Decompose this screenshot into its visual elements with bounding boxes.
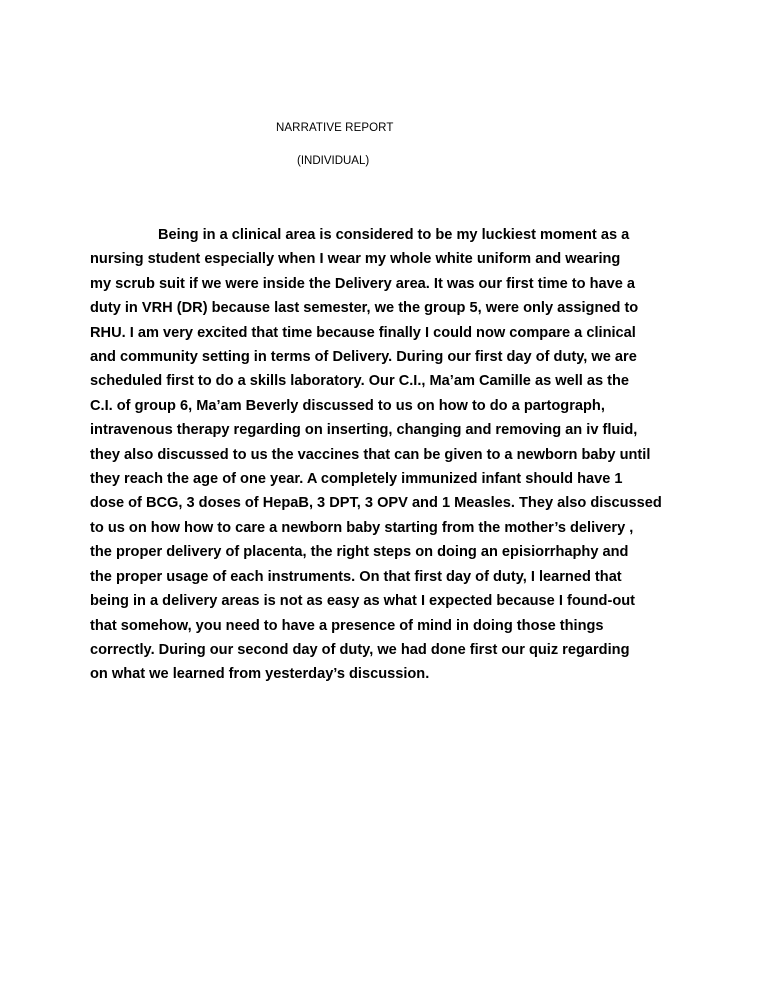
report-title: NARRATIVE REPORT	[276, 122, 394, 134]
paragraph-line: they also discussed to us the vaccines that can be given to a newborn baby until	[90, 446, 651, 463]
paragraph-line: the proper usage of each instruments. On that first day of duty, I learned that	[90, 568, 622, 585]
paragraph-line: C.I. of group 6, Ma’am Beverly discussed to us on how to do a partograph,	[90, 397, 605, 414]
paragraph-line: that somehow, you need to have a presence of mind in doing those things	[90, 617, 604, 634]
narrative-paragraph	[90, 223, 690, 687]
paragraph-line: RHU. I am very excited that time because finally I could now compare a clinical	[90, 324, 636, 341]
paragraph-line: duty in VRH (DR) because last semester, we the group 5, were only assigned to	[90, 300, 639, 317]
paragraph-line: dose of BCG, 3 doses of HepaB, 3 DPT, 3 OPV and 1 Measles. They also discussed	[90, 495, 662, 512]
paragraph-line: the proper delivery of placenta, the right steps on doing an episiorrhaphy and	[90, 544, 629, 561]
paragraph-line: my scrub suit if we were inside the Delivery area. It was our first time to have a	[90, 275, 636, 292]
paragraph-line: scheduled first to do a skills laboratory. Our C.I., Ma’am Camille as well as the	[90, 373, 630, 390]
paragraph-line: being in a delivery areas is not as easy as what I expected because I found-out	[90, 593, 636, 610]
paragraph-line: nursing student especially when I wear my whole white uniform and wearing	[90, 251, 621, 268]
paragraph-line: intravenous therapy regarding on inserting, changing and removing an iv fluid,	[90, 422, 638, 439]
paragraph-line: on what we learned from yesterday’s discussion.	[90, 666, 430, 683]
paragraph-line: Being in a clinical area is considered to be my luckiest moment as a	[158, 227, 630, 243]
paragraph-line: and community setting in terms of Delivery. During our first day of duty, we are	[90, 349, 637, 366]
paragraph-line: to us on how how to care a newborn baby starting from the mother’s delivery ,	[90, 519, 634, 536]
paragraph-line: correctly. During our second day of duty, we had done first our quiz regarding	[90, 641, 630, 658]
paragraph-line: they reach the age of one year. A completely immunized infant should have 1	[90, 471, 623, 488]
report-subtitle: (INDIVIDUAL)	[297, 155, 370, 167]
